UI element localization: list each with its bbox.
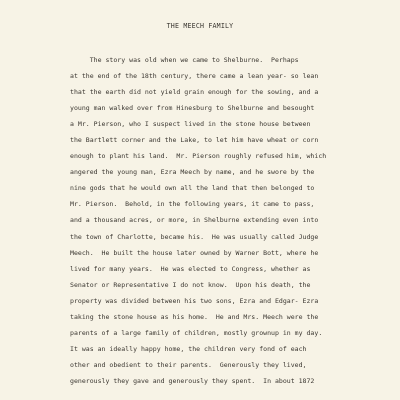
body-line: that the earth did not yield grain enough for the sowing, and a — [70, 88, 319, 97]
body-line: lived for many years. He was elected to Congress, whether as — [70, 264, 311, 273]
body-line: Senator or Representative I do not know. Upon his death, the — [70, 280, 311, 289]
body-line: and a thousand acres, or more, in Shelburne extending even into — [70, 216, 319, 225]
body-line: generously they gave and generously they spent. In about 1872 — [70, 376, 315, 385]
body-line: nine gods that he would own all the land that then belonged to — [70, 184, 315, 193]
body-line: young man walked over from Hinesburg to Shelburne and besought — [70, 104, 315, 113]
body-line: Mr. Pierson. Behold, in the following years, it came to pass, — [70, 200, 315, 209]
body-line: angered the young man, Ezra Meech by name, and he swore by the — [70, 168, 315, 177]
body-line: Meech. He built the house later owned by Warner Bott, where he — [70, 248, 319, 257]
body-line: parents of a large family of children, mostly grownup in my day. — [70, 328, 323, 337]
document-title: THE MEECH FAMILY — [166, 22, 234, 30]
body-line: the town of Charlotte, became his. He was usually called Judge — [70, 232, 319, 241]
document-body — [70, 52, 392, 389]
body-line: other and obedient to their parents. Generously they lived, — [70, 360, 307, 369]
body-line: taking the stone house as his home. He and Mrs. Meech were the — [70, 312, 319, 321]
body-line: enough to plant his land. Mr. Pierson roughly refused him, which — [70, 152, 327, 161]
body-line: a Mr. Pierson, who I suspect lived in the stone house between — [70, 120, 311, 129]
body-line: The story was old when we came to Shelburne. Perhaps — [70, 56, 299, 64]
body-line: at the end of the 18th century, there came a lean year- so lean — [70, 72, 319, 81]
body-line: It was an ideally happy home, the children very fond of each — [70, 344, 307, 353]
body-line: property was divided between his two sons, Ezra and Edgar- Ezra — [70, 296, 319, 305]
body-line: the Bartlett corner and the Lake, to let him have wheat or corn — [70, 136, 319, 145]
